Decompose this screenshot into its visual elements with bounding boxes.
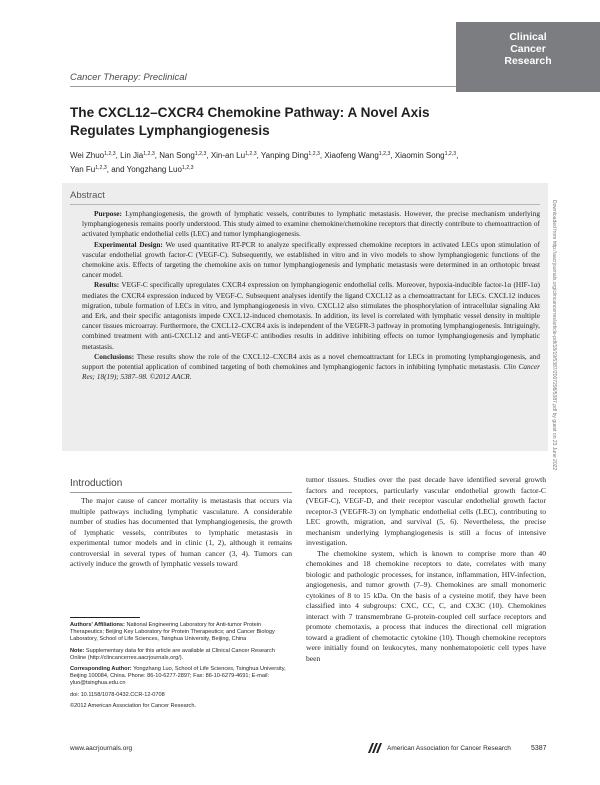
intro-divider bbox=[70, 492, 292, 493]
footnote-note-label: Note: bbox=[70, 647, 85, 654]
footer-website[interactable]: www.aacrjournals.org bbox=[70, 745, 133, 752]
footnote-affiliations-text: National Engineering Laboratory for Anti-tumor Protein Therapeutics; Beijing Key Laboratory for Protein Therapeutics; and Cancer Biology Laboratory, School of Life Sciences, Tsinghua University, Beijing, China bbox=[70, 622, 275, 643]
author-affiliation: 1,2,3 bbox=[181, 165, 194, 171]
author-list: Wei Zhuo$^{1,2,3}$, Lin Jia$^{1,2,3}$, Nan Song$^{1,2,3}$, Xin-an Lu$^{1,2,3}$, Yanping Ding$^{1,2,3}$, Xiaofeng Wang$^{1,2,3}$, Xiaomin Song$^{1,2,3}$, Yan Fu$^{1,2,3}$, and Yongzhang Luo$^{1,2,3}$ bbox=[70, 151, 459, 174]
author-affiliation: 1,2,3 bbox=[308, 151, 320, 157]
intro-right-column bbox=[306, 475, 546, 664]
author-affiliation: 1,2,3 bbox=[378, 151, 391, 157]
abstract-conclusions bbox=[82, 352, 540, 383]
author-name: Yanping Ding bbox=[260, 151, 309, 160]
abstract-design-label: Experimental Design: bbox=[94, 239, 163, 249]
footnote-divider bbox=[70, 617, 140, 618]
author-name: Xiaomin Song bbox=[394, 151, 445, 160]
author-entry bbox=[261, 151, 320, 160]
author-name: Xiaofeng Wang bbox=[324, 151, 379, 160]
author-entry bbox=[70, 165, 107, 174]
aacr-logo-icon bbox=[368, 743, 384, 753]
intro-paragraph: tumor tissues. Studies over the past decade have identified several growth factors and receptors, particularly vascular endothelial growth factor-C (VEGF-C), VEGF-D, and their receptor vascular endothelial growth factor receptor-3 (VEGFR-3) on lymphatic endothelial cells (LEC), contributing to LEC growth, migration, and survival (5, 6). Nevertheless, the precise mechanism underlying lymphangiogenesis is still a focus of intensive investigation. bbox=[306, 475, 546, 547]
author-affiliation: 1,2,3 bbox=[194, 151, 207, 157]
author-entry bbox=[127, 165, 194, 174]
author-affiliation: 1,2,3 bbox=[104, 151, 116, 157]
abstract-conclusions-text: These results show the role of the CXCL12–CXCR4 axis as a novel chemoattractant for LECs in promoting lymphangiogenesis, and support the potential application of combined targeting of both chemokines and lymphangiogenic factors in inhibiting lymphatic metastasis. bbox=[82, 351, 540, 372]
section-label: Cancer Therapy: Preclinical bbox=[70, 72, 187, 83]
footnote-note-text: Supplementary data for this article are available at Clinical Cancer Research Online (http://clincancerres.aacrjournals.org/). bbox=[70, 647, 275, 661]
article-title: The CXCL12–CXCR4 Chemokine Pathway: A Novel Axis Regulates Lymphangiogenesis bbox=[70, 105, 430, 138]
author-affiliation: 1,2,3 bbox=[245, 151, 257, 157]
footnote-corresponding bbox=[70, 666, 292, 688]
abstract-body bbox=[82, 209, 540, 382]
footnote-corresponding-label: Corresponding Author: bbox=[70, 666, 132, 673]
author-name: Yan Fu bbox=[70, 165, 96, 174]
author-affiliation: 1,2,3 bbox=[143, 151, 155, 157]
abstract-results-label: Results: bbox=[94, 280, 120, 290]
author-entry bbox=[120, 151, 155, 160]
abstract-design-text: We used quantitative RT-PCR to analyze specifically expressed chemokine receptors in activated LECs upon stimulation of vascular endothelial growth factor-C (VEGF-C). Subsequently, we established in vitro and in vivo models to show lymphangiogenic functions of the chemokine axis. Effects of targeting the chemokine axis on tumor lymphangiogenesis and lymphatic metastasis were determined in an orthotopic breast cancer model. bbox=[82, 239, 540, 280]
footnote-affiliations-label: Authors' Affiliations: bbox=[70, 622, 125, 628]
abstract-citation: Clin Cancer Res; 18(19); 5387–98. ©2012 AACR. bbox=[82, 362, 540, 382]
author-entry bbox=[324, 151, 390, 160]
journal-badge-line: Clinical bbox=[509, 31, 547, 43]
footnote-doi: doi: 10.1158/1078-0432.CCR-12-0708 bbox=[70, 691, 165, 698]
abstract-purpose-text: Lymphangiogenesis, the growth of lymphatic vessels, contributes to lymphatic metastasis. However, the precise mechanism underlying lymphangiogenesis remains poorly understood. This study aimed to examine chemokine/chemokine receptors that directly contribute to chemoattraction of activated lymphatic endothelial cells (LEC) and tumor lymphangiogenesis. bbox=[82, 209, 540, 239]
journal-badge-line: Cancer bbox=[510, 43, 546, 55]
author-affiliation: 1,2,3 bbox=[444, 151, 457, 157]
abstract-results-text: VEGF-C specifically upregulates CXCR4 expression on lymphangiogenic endothelial cells. Moreover, hypoxia-inducible factor-1α (HIF-1α) mediates the CXCR4 expression induced by VEGF-C. Subsequent analyses identify the ligand CXCL12 as a chemoattractant for LECs. CXCL12 induces migration, tubule formation of LECs in vitro, and lymphangiogenesis in vivo. CXCL12 also stimulates the phosphorylation of intracellular signaling Akt and Erk, and their specific antagonists impede CXCL12-induced chemotaxis. In addition, its level is correlated with lymphatic vessel density in multiple cancer tissues microarray. Furthermore, the CXCL12–CXCR4 axis is independent of the VEGFR-3 pathway in promoting lymphangiogenesis. Intriguingly, combined treatment with anti-CXCL12 and anti-VEGF-C antibodies results in additive inhibiting effects on tumor lymphangiogenesis and lymphatic metastasis. bbox=[82, 280, 540, 351]
abstract-heading: Abstract bbox=[70, 190, 105, 201]
footnote-affiliations bbox=[70, 622, 292, 644]
author-name: Yongzhang Luo bbox=[126, 165, 182, 174]
abstract-purpose-label: Purpose: bbox=[94, 209, 122, 218]
download-note bbox=[549, 200, 559, 600]
journal-badge-line: Research bbox=[504, 55, 552, 67]
author-name: Xin-an Lu bbox=[210, 151, 246, 160]
footnote-corresponding-text: Yongzhang Luo, School of Life Sciences, Tsinghua University, Beijing 100084, China. Phone: 86-10-6277-2897; Fax: 86-10-6279-4691; E-mail: yluo@tsinghua.edu.cn bbox=[70, 666, 286, 687]
abstract-design bbox=[82, 240, 540, 281]
footnotes bbox=[70, 622, 292, 714]
footer-publisher-logo bbox=[368, 743, 511, 753]
author-name: Lin Jia bbox=[120, 151, 144, 160]
author-name: Wei Zhuo bbox=[70, 151, 105, 160]
abstract-purpose bbox=[82, 209, 540, 240]
footnote-note bbox=[70, 648, 292, 662]
intro-left-column bbox=[70, 496, 292, 570]
author-entry bbox=[395, 151, 456, 160]
abstract-divider bbox=[70, 204, 540, 205]
author-entry bbox=[211, 151, 257, 160]
footer-publisher: American Association for Cancer Research bbox=[387, 744, 511, 752]
footnote-copyright: ©2012 American Association for Cancer Research. bbox=[70, 702, 197, 709]
header-divider bbox=[70, 86, 456, 87]
download-note-text: Downloaded from http://aacrjournals.org/clincancerres/article-pdf/18/19/5387/2007298/5387.pdf by guest on 23 June 2022 bbox=[551, 200, 557, 471]
intro-paragraph: The chemokine system, which is known to comprise more than 40 chemokines and 18 chemokine receptors to date, correlates with many biologic and pathologic processes, for instance, inflammation, HIV-infection, angiogenesis, and tumor growth (7–9). Chemokines are small monomeric cytokines of 8 to 15 kDa. On the basis of a cysteine motif, they have been classified into 4 subgroups: CXC, CC, C, and CX3C (10). Chemokines interact with 7 transmembrane G-protein-coupled cell surface receptors and promote chemotaxis, a process that induces the directional cell migration toward a gradient of chemotactic cytokine (10). Though chemokine receptors were initially found on leukocytes, many nonhematopoietic cell types have been bbox=[306, 548, 546, 663]
abstract-results bbox=[82, 280, 540, 351]
page-number: 5387 bbox=[531, 745, 547, 752]
author-name: Nan Song bbox=[159, 151, 195, 160]
author-entry bbox=[70, 151, 116, 160]
intro-paragraph: The major cause of cancer mortality is metastasis that occurs via multiple pathways including lymphatic vasculature. A considerable number of studies has documented that lymphangiogenesis, the growth of lymphatic vessels, contributes to lymphatic metastasis in experimental tumor models and in clinic (1, 2), although it remains controversial in several types of human cancer (3, 4). Tumors can actively induce the growth of lymphatic vessels toward bbox=[70, 496, 292, 568]
author-affiliation: 1,2,3 bbox=[95, 165, 107, 171]
author-entry bbox=[159, 151, 206, 160]
intro-heading: Introduction bbox=[70, 478, 123, 489]
abstract-conclusions-label: Conclusions: bbox=[94, 351, 135, 361]
journal-badge bbox=[456, 22, 600, 92]
